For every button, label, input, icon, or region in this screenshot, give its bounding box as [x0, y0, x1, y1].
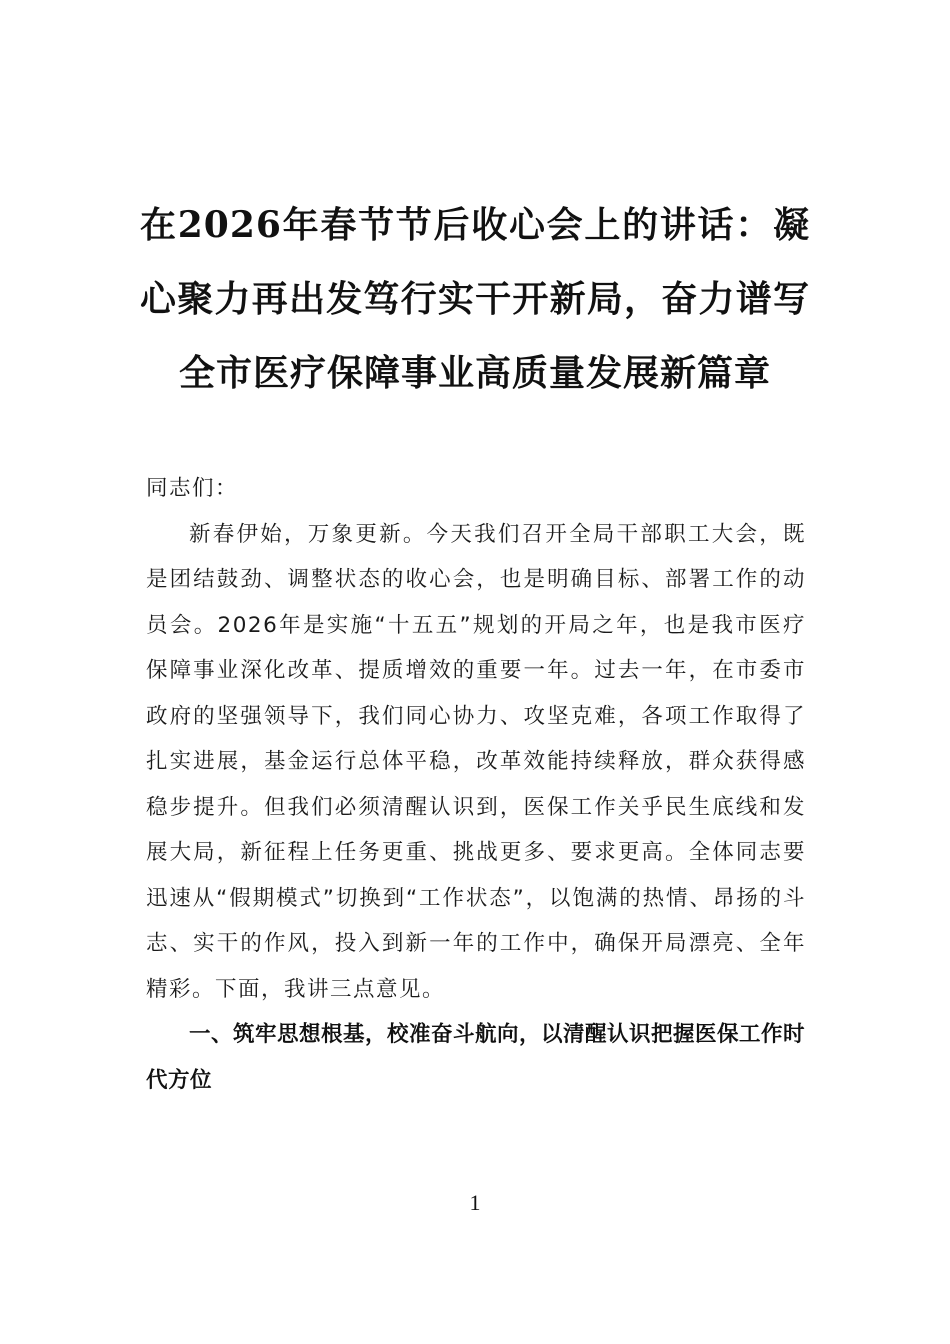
- document-body: [146, 466, 806, 1103]
- page-number: 1: [469, 1190, 481, 1215]
- section-heading: 一、筑牢思想根基，校准奋斗航向，以清醒认识把握医保工作时代方位: [146, 1022, 806, 1093]
- salutation: 同志们：: [146, 476, 239, 501]
- document-title: 在2026年春节节后收心会上的讲话：凝心聚力再出发笃行实干开新局，奋力谱写全市医疗保障事业高质量发展新篇章: [140, 204, 810, 394]
- body-paragraph: 新春伊始，万象更新。今天我们召开全局干部职工大会，既是团结鼓劲、调整状态的收心会，也是明确目标、部署工作的动员会。2026年是实施“十五五”规划的开局之年，也是我市医疗保障事业深化改革、提质增效的重要一年。过去一年，在市委市政府的坚强领导下，我们同心协力、攻坚克难，各项工作取得了扎实进展，基金运行总体平稳，改革效能持续释放，群众获得感稳步提升。但我们必须清醒认识到，医保工作关乎民生底线和发展大局，新征程上任务更重、挑战更多、要求更高。全体同志要迅速从“假期模式”切换到“工作状态”，以饱满的热情、昂扬的斗志、实干的作风，投入到新一年的工作中，确保开局漂亮、全年精彩。下面，我讲三点意见。: [146, 521, 806, 1002]
